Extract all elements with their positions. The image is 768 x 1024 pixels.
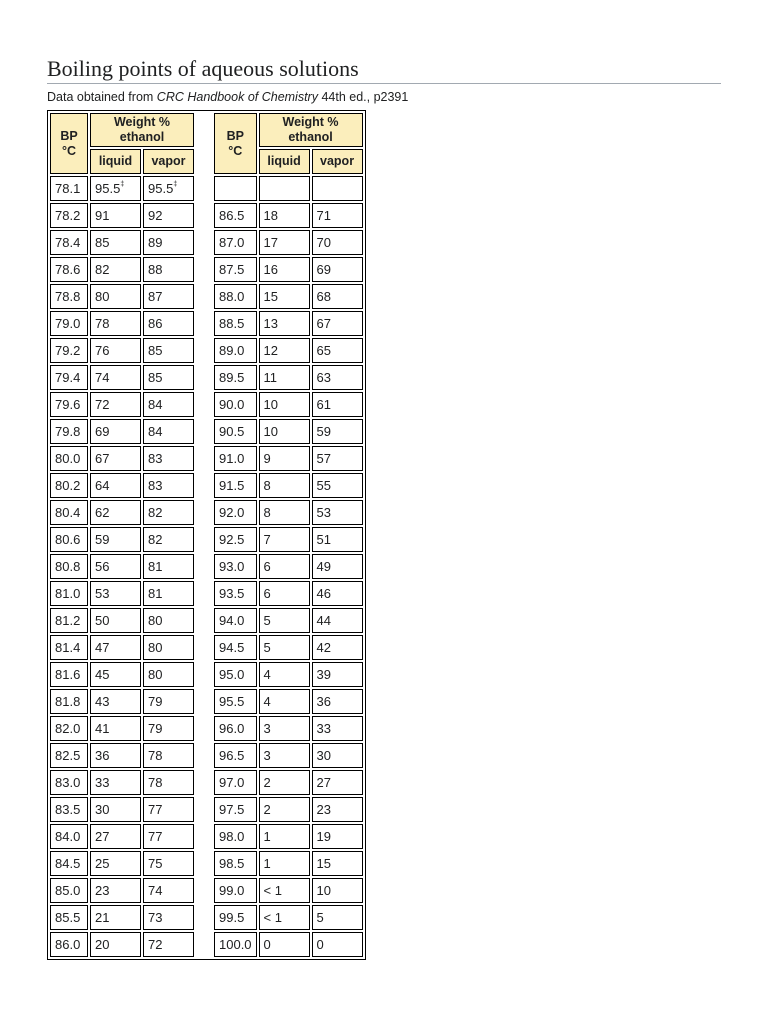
liquid-cell: 41 xyxy=(90,716,141,741)
column-gap xyxy=(196,284,212,309)
page-title: Boiling points of aqueous solutions xyxy=(47,56,721,84)
table-row xyxy=(50,581,363,606)
bp-cell: 80.8 xyxy=(50,554,88,579)
vapor-cell: 82 xyxy=(143,500,194,525)
bp-cell: 78.1 xyxy=(50,176,88,201)
vapor-cell: 78 xyxy=(143,743,194,768)
column-gap xyxy=(196,743,212,768)
liquid-cell: 50 xyxy=(90,608,141,633)
column-gap xyxy=(196,689,212,714)
table-row xyxy=(50,797,363,822)
table-row xyxy=(50,284,363,309)
bp-cell: 88.5 xyxy=(214,311,257,336)
liquid-cell: 1 xyxy=(259,851,310,876)
vapor-cell: 79 xyxy=(143,716,194,741)
liquid-cell: 80 xyxy=(90,284,141,309)
vapor-cell: 27 xyxy=(312,770,363,795)
vapor-cell: 44 xyxy=(312,608,363,633)
bp-cell: 87.0 xyxy=(214,230,257,255)
column-gap xyxy=(196,554,212,579)
vapor-cell: 23 xyxy=(312,797,363,822)
vapor-cell: 87 xyxy=(143,284,194,309)
column-gap xyxy=(196,797,212,822)
bp-cell: 85.0 xyxy=(50,878,88,903)
vapor-cell: 71 xyxy=(312,203,363,228)
vapor-cell: 80 xyxy=(143,662,194,687)
vapor-cell: 68 xyxy=(312,284,363,309)
liquid-cell: 7 xyxy=(259,527,310,552)
vapor-cell: 85 xyxy=(143,338,194,363)
bp-cell: 78.4 xyxy=(50,230,88,255)
bp-header-right: BP °C xyxy=(214,113,257,174)
liquid-cell: 25 xyxy=(90,851,141,876)
bp-cell: 96.5 xyxy=(214,743,257,768)
vapor-cell: 82 xyxy=(143,527,194,552)
column-gap xyxy=(196,338,212,363)
column-gap xyxy=(196,113,212,174)
bp-cell: 93.5 xyxy=(214,581,257,606)
liquid-cell: 74 xyxy=(90,365,141,390)
liquid-cell: 13 xyxy=(259,311,310,336)
bp-cell: 81.2 xyxy=(50,608,88,633)
table-row xyxy=(50,770,363,795)
column-gap xyxy=(196,581,212,606)
table-row xyxy=(50,257,363,282)
empty-cell xyxy=(214,176,257,201)
bp-cell: 89.5 xyxy=(214,365,257,390)
vapor-cell: 53 xyxy=(312,500,363,525)
liquid-cell: 0 xyxy=(259,932,310,957)
bp-cell: 80.0 xyxy=(50,446,88,471)
liquid-cell: 72 xyxy=(90,392,141,417)
liquid-cell: 15 xyxy=(259,284,310,309)
vapor-cell: 83 xyxy=(143,473,194,498)
liquid-cell: 3 xyxy=(259,716,310,741)
bp-cell: 78.2 xyxy=(50,203,88,228)
footnote-mark[interactable]: ‡ xyxy=(120,181,125,188)
table-row xyxy=(50,689,363,714)
column-gap xyxy=(196,662,212,687)
column-gap xyxy=(196,527,212,552)
column-gap xyxy=(196,608,212,633)
vapor-cell: 81 xyxy=(143,554,194,579)
table-row xyxy=(50,473,363,498)
bp-cell: 79.4 xyxy=(50,365,88,390)
table-row xyxy=(50,500,363,525)
vapor-cell: 51 xyxy=(312,527,363,552)
liquid-cell: 21 xyxy=(90,905,141,930)
bp-cell: 79.2 xyxy=(50,338,88,363)
bp-cell: 91.5 xyxy=(214,473,257,498)
empty-cell xyxy=(259,176,310,201)
bp-cell: 80.2 xyxy=(50,473,88,498)
table-row xyxy=(50,662,363,687)
bp-cell: 100.0 xyxy=(214,932,257,957)
column-gap xyxy=(196,446,212,471)
bp-cell: 97.0 xyxy=(214,770,257,795)
column-gap xyxy=(196,851,212,876)
liquid-cell: 78 xyxy=(90,311,141,336)
column-gap xyxy=(196,257,212,282)
liquid-cell: 91 xyxy=(90,203,141,228)
source-book-link[interactable]: CRC Handbook of Chemistry xyxy=(156,90,318,104)
vapor-cell: 5 xyxy=(312,905,363,930)
vapor-cell: 85 xyxy=(143,365,194,390)
vapor-cell: 70 xyxy=(312,230,363,255)
bp-cell: 81.6 xyxy=(50,662,88,687)
column-gap xyxy=(196,824,212,849)
liquid-cell: 6 xyxy=(259,581,310,606)
vapor-cell: 67 xyxy=(312,311,363,336)
bp-cell: 91.0 xyxy=(214,446,257,471)
liquid-cell: 3 xyxy=(259,743,310,768)
column-gap xyxy=(196,905,212,930)
vapor-cell: 15 xyxy=(312,851,363,876)
liquid-cell: 8 xyxy=(259,500,310,525)
vapor-cell: 49 xyxy=(312,554,363,579)
bp-cell: 81.8 xyxy=(50,689,88,714)
vapor-cell: 79 xyxy=(143,689,194,714)
vapor-cell: 63 xyxy=(312,365,363,390)
column-gap xyxy=(196,176,212,201)
column-gap xyxy=(196,230,212,255)
table-row xyxy=(50,851,363,876)
bp-cell: 79.6 xyxy=(50,392,88,417)
bp-cell: 87.5 xyxy=(214,257,257,282)
bp-cell: 90.0 xyxy=(214,392,257,417)
vapor-cell: 74 xyxy=(143,878,194,903)
vapor-cell: 19 xyxy=(312,824,363,849)
bp-cell: 81.0 xyxy=(50,581,88,606)
liquid-cell: 69 xyxy=(90,419,141,444)
liquid-cell: < 1 xyxy=(259,878,310,903)
vapor-cell: 69 xyxy=(312,257,363,282)
bp-header-left: BP °C xyxy=(50,113,88,174)
liquid-cell: 6 xyxy=(259,554,310,579)
column-gap xyxy=(196,473,212,498)
empty-cell xyxy=(312,176,363,201)
vapor-cell: 73 xyxy=(143,905,194,930)
bp-cell: 92.0 xyxy=(214,500,257,525)
liquid-cell: 43 xyxy=(90,689,141,714)
liquid-cell: 1 xyxy=(259,824,310,849)
vapor-cell: 42 xyxy=(312,635,363,660)
table-row xyxy=(50,527,363,552)
vapor-cell: 0 xyxy=(312,932,363,957)
source-prefix: Data obtained from xyxy=(47,90,157,104)
vapor-cell: 65 xyxy=(312,338,363,363)
column-gap xyxy=(196,500,212,525)
liquid-cell: 10 xyxy=(259,392,310,417)
vapor-cell: 84 xyxy=(143,392,194,417)
bp-cell: 82.5 xyxy=(50,743,88,768)
liquid-cell: 62 xyxy=(90,500,141,525)
liquid-cell: 20 xyxy=(90,932,141,957)
bp-cell: 93.0 xyxy=(214,554,257,579)
table-row-azeotrope xyxy=(50,176,363,201)
vapor-cell: 80 xyxy=(143,608,194,633)
vapor-cell: 72 xyxy=(143,932,194,957)
liquid-cell: 17 xyxy=(259,230,310,255)
bp-cell: 79.0 xyxy=(50,311,88,336)
liquid-cell: 2 xyxy=(259,797,310,822)
liquid-cell: 27 xyxy=(90,824,141,849)
table-row xyxy=(50,743,363,768)
bp-cell: 89.0 xyxy=(214,338,257,363)
vapor-cell: 78 xyxy=(143,770,194,795)
liquid-cell: 4 xyxy=(259,662,310,687)
table-row xyxy=(50,338,363,363)
bp-cell: 83.0 xyxy=(50,770,88,795)
bp-cell: 78.8 xyxy=(50,284,88,309)
vapor-value: 95.5 xyxy=(148,181,174,196)
vapor-cell: 33 xyxy=(312,716,363,741)
vapor-cell: 77 xyxy=(143,824,194,849)
vapor-cell: 89 xyxy=(143,230,194,255)
liquid-value: 95.5 xyxy=(95,181,121,196)
vapor-cell: 39 xyxy=(312,662,363,687)
column-gap xyxy=(196,770,212,795)
table-row xyxy=(50,311,363,336)
table-row xyxy=(50,419,363,444)
liquid-cell: 47 xyxy=(90,635,141,660)
column-gap xyxy=(196,635,212,660)
bp-cell: 90.5 xyxy=(214,419,257,444)
table-row xyxy=(50,635,363,660)
column-gap xyxy=(196,392,212,417)
liquid-header-left: liquid xyxy=(90,149,141,174)
table-row xyxy=(50,824,363,849)
bp-cell: 83.5 xyxy=(50,797,88,822)
vapor-cell: 59 xyxy=(312,419,363,444)
liquid-cell: 11 xyxy=(259,365,310,390)
bp-cell: 80.4 xyxy=(50,500,88,525)
table-row xyxy=(50,608,363,633)
bp-cell: 99.0 xyxy=(214,878,257,903)
vapor-cell: 46 xyxy=(312,581,363,606)
liquid-cell: 59 xyxy=(90,527,141,552)
vapor-cell: 55 xyxy=(312,473,363,498)
bp-cell: 95.5 xyxy=(214,689,257,714)
table-row xyxy=(50,230,363,255)
boiling-points-table xyxy=(47,110,366,960)
vapor-cell: 92 xyxy=(143,203,194,228)
table-row xyxy=(50,932,363,957)
header-row-top xyxy=(50,113,363,147)
column-gap xyxy=(196,878,212,903)
vapor-cell: 77 xyxy=(143,797,194,822)
liquid-cell: 5 xyxy=(259,635,310,660)
vapor-header-left: vapor xyxy=(143,149,194,174)
column-gap xyxy=(196,365,212,390)
bp-cell: 97.5 xyxy=(214,797,257,822)
vapor-cell: 84 xyxy=(143,419,194,444)
vapor-cell: 88 xyxy=(143,257,194,282)
column-gap xyxy=(196,203,212,228)
liquid-cell: 2 xyxy=(259,770,310,795)
column-gap xyxy=(196,419,212,444)
vapor-cell: 61 xyxy=(312,392,363,417)
liquid-cell: 85 xyxy=(90,230,141,255)
vapor-header-right: vapor xyxy=(312,149,363,174)
bp-cell: 80.6 xyxy=(50,527,88,552)
bp-cell: 98.0 xyxy=(214,824,257,849)
table-row xyxy=(50,365,363,390)
liquid-cell: 8 xyxy=(259,473,310,498)
table-row xyxy=(50,554,363,579)
liquid-cell: 30 xyxy=(90,797,141,822)
bp-cell: 99.5 xyxy=(214,905,257,930)
bp-cell: 86.5 xyxy=(214,203,257,228)
vapor-cell: 86 xyxy=(143,311,194,336)
bp-cell: 88.0 xyxy=(214,284,257,309)
liquid-header-right: liquid xyxy=(259,149,310,174)
footnote-mark[interactable]: ‡ xyxy=(173,181,178,188)
bp-cell: 94.5 xyxy=(214,635,257,660)
bp-cell: 84.0 xyxy=(50,824,88,849)
liquid-cell: 76 xyxy=(90,338,141,363)
bp-cell: 84.5 xyxy=(50,851,88,876)
liquid-cell: 36 xyxy=(90,743,141,768)
liquid-cell: 45 xyxy=(90,662,141,687)
liquid-cell: 56 xyxy=(90,554,141,579)
liquid-cell: 53 xyxy=(90,581,141,606)
bp-cell: 81.4 xyxy=(50,635,88,660)
vapor-cell: 30 xyxy=(312,743,363,768)
bp-cell: 98.5 xyxy=(214,851,257,876)
vapor-cell xyxy=(143,176,194,201)
liquid-cell: 9 xyxy=(259,446,310,471)
vapor-cell: 75 xyxy=(143,851,194,876)
liquid-cell: 18 xyxy=(259,203,310,228)
liquid-cell: 64 xyxy=(90,473,141,498)
bp-cell: 94.0 xyxy=(214,608,257,633)
bp-cell: 92.5 xyxy=(214,527,257,552)
liquid-cell: 23 xyxy=(90,878,141,903)
vapor-cell: 57 xyxy=(312,446,363,471)
bp-cell: 82.0 xyxy=(50,716,88,741)
table-row xyxy=(50,446,363,471)
table-row xyxy=(50,203,363,228)
bp-cell: 78.6 xyxy=(50,257,88,282)
source-suffix: 44th ed., p2391 xyxy=(317,90,409,104)
column-gap xyxy=(196,311,212,336)
liquid-cell: < 1 xyxy=(259,905,310,930)
bp-cell: 79.8 xyxy=(50,419,88,444)
weight-header-right: Weight % ethanol xyxy=(259,113,363,147)
vapor-cell: 10 xyxy=(312,878,363,903)
vapor-cell: 36 xyxy=(312,689,363,714)
vapor-cell: 81 xyxy=(143,581,194,606)
bp-cell: 85.5 xyxy=(50,905,88,930)
column-gap xyxy=(196,932,212,957)
table-row xyxy=(50,905,363,930)
table-row xyxy=(50,392,363,417)
weight-header-left: Weight % ethanol xyxy=(90,113,194,147)
bp-cell: 95.0 xyxy=(214,662,257,687)
source-note xyxy=(47,89,408,105)
vapor-cell: 83 xyxy=(143,446,194,471)
bp-cell: 86.0 xyxy=(50,932,88,957)
liquid-cell: 82 xyxy=(90,257,141,282)
liquid-cell: 4 xyxy=(259,689,310,714)
table-row xyxy=(50,716,363,741)
bp-cell: 96.0 xyxy=(214,716,257,741)
liquid-cell: 12 xyxy=(259,338,310,363)
liquid-cell: 33 xyxy=(90,770,141,795)
liquid-cell: 16 xyxy=(259,257,310,282)
liquid-cell: 5 xyxy=(259,608,310,633)
liquid-cell: 67 xyxy=(90,446,141,471)
liquid-cell: 10 xyxy=(259,419,310,444)
table-row xyxy=(50,878,363,903)
vapor-cell: 80 xyxy=(143,635,194,660)
liquid-cell xyxy=(90,176,141,201)
column-gap xyxy=(196,716,212,741)
